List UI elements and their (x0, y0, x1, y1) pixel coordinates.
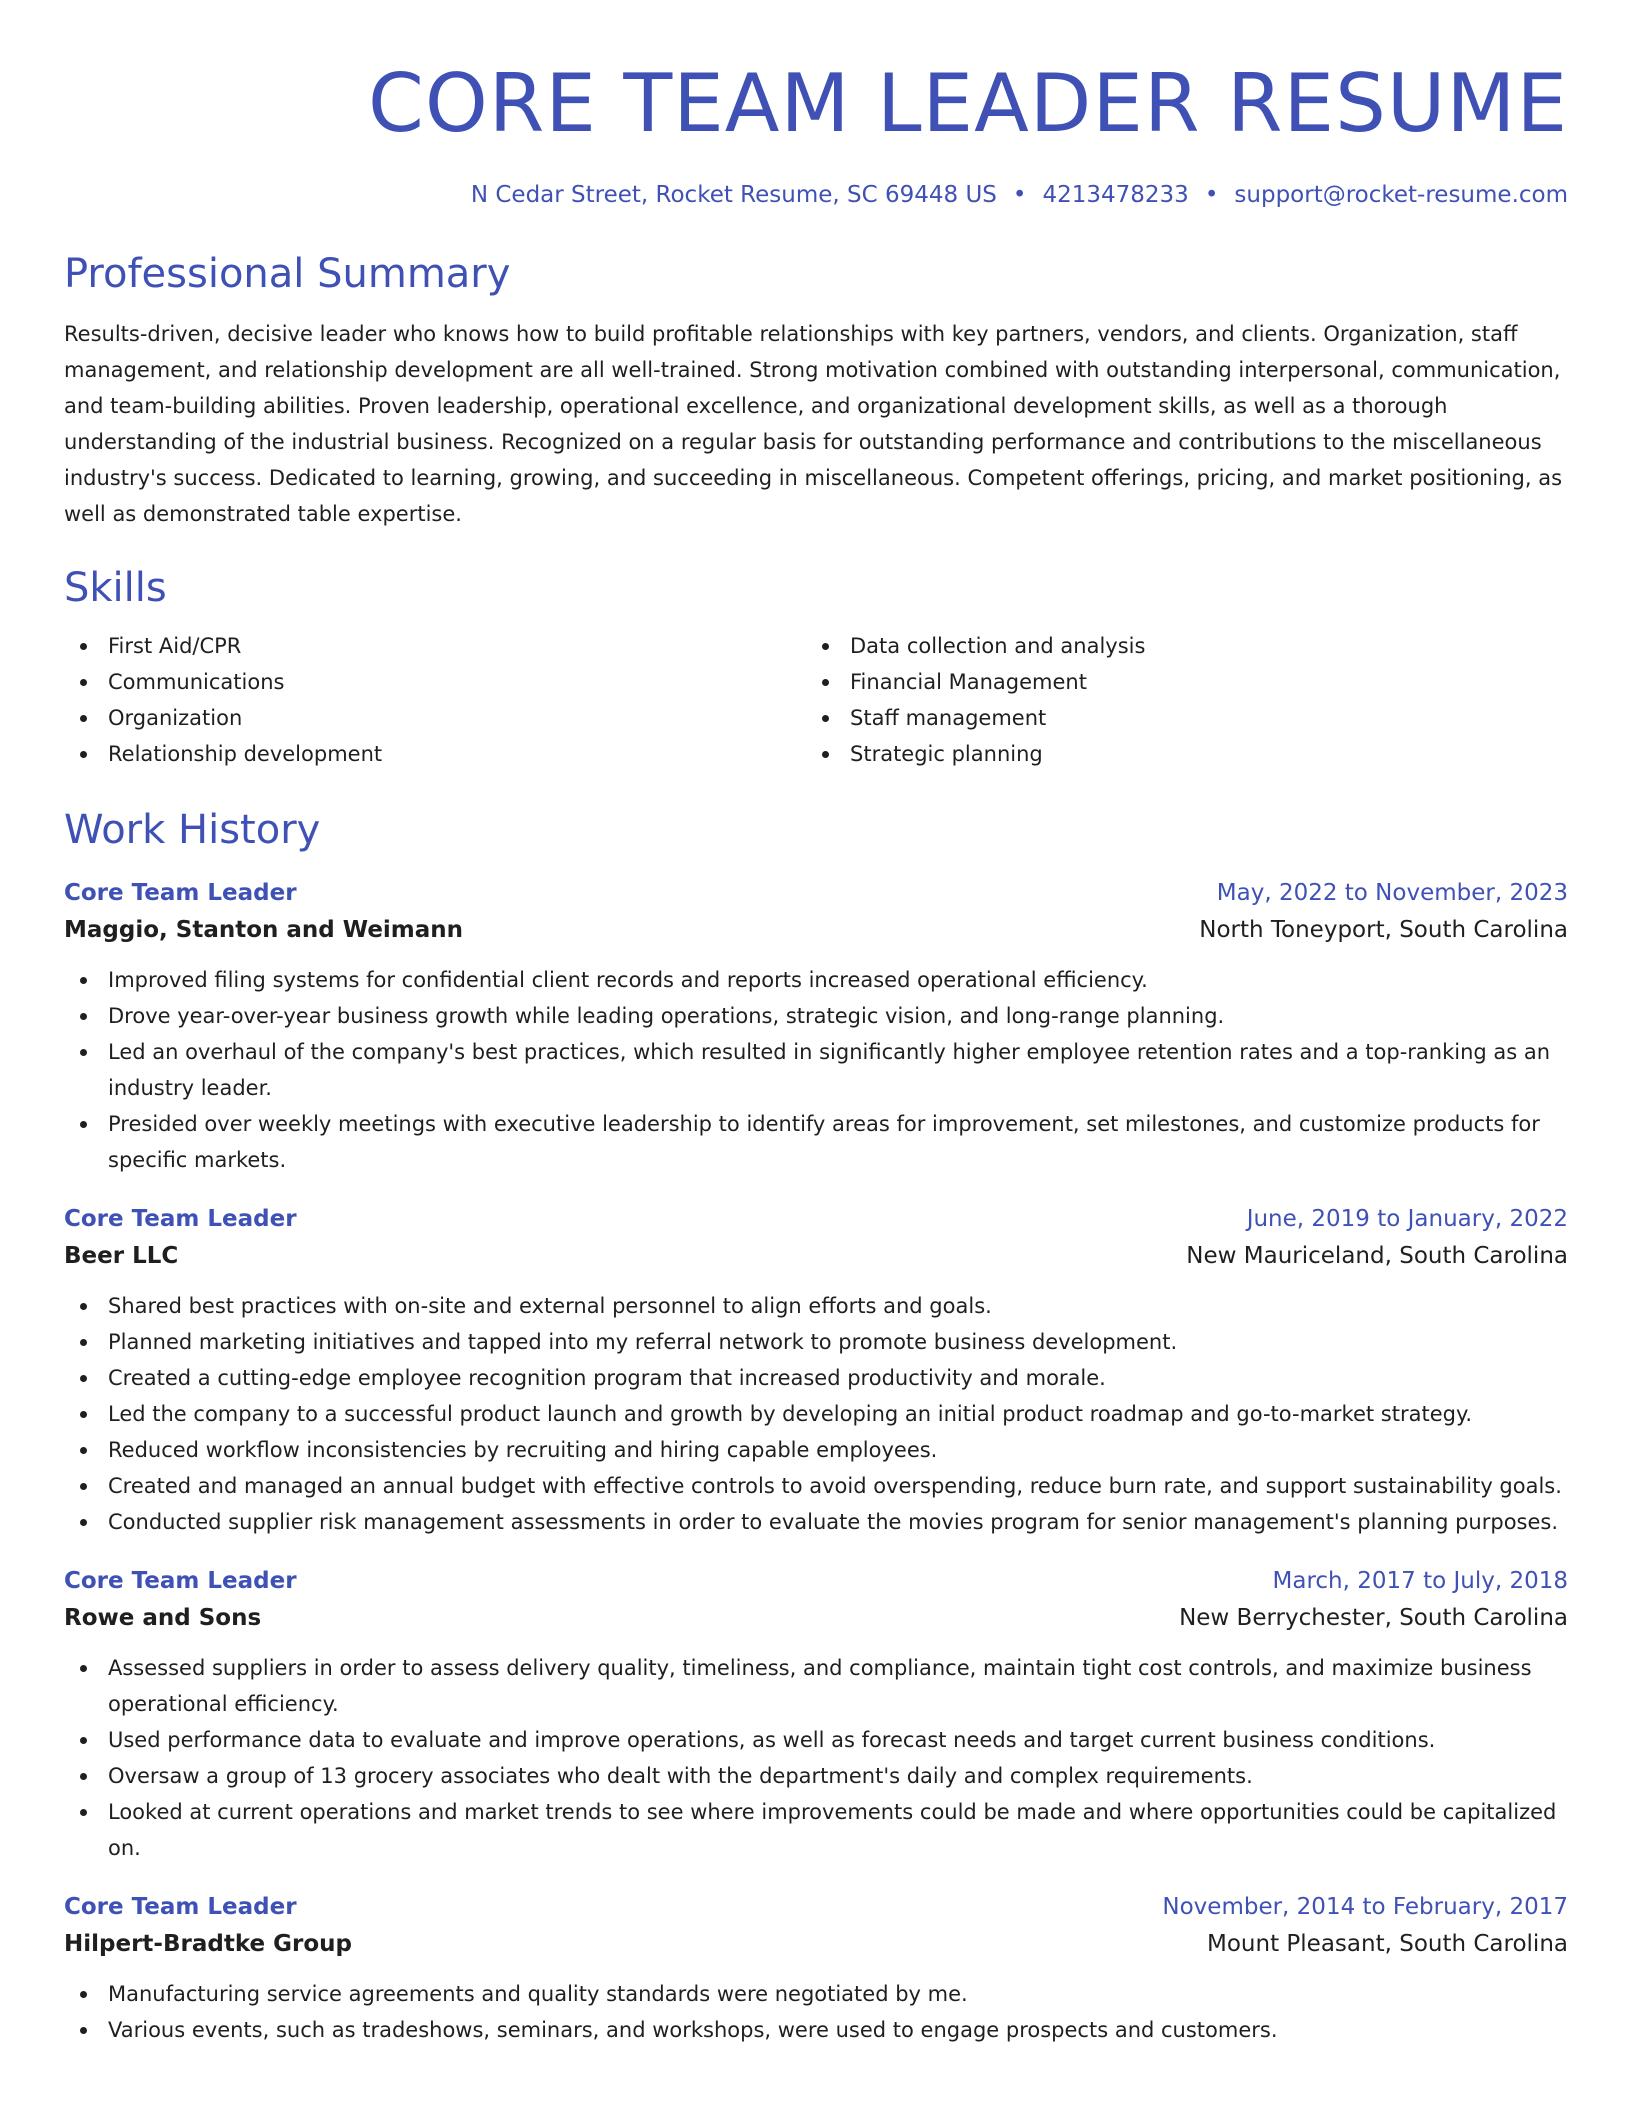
work-history-list (64, 876, 1568, 2048)
job-title: Core Team Leader (64, 1568, 297, 1594)
job-bullet: Reduced workflow inconsistencies by recruiting and hiring capable employees. (64, 1432, 1568, 1468)
job-title: Core Team Leader (64, 1206, 297, 1232)
job-bullet-list (64, 1288, 1568, 1540)
job-header-row (64, 1564, 1568, 1598)
job-entry (64, 1564, 1568, 1866)
job-bullet: Led the company to a successful product launch and growth by developing an initial product roadmap and go-to-market strategy. (64, 1396, 1568, 1432)
job-bullet: Led an overhaul of the company's best practices, which resulted in significantly higher employee retention rates and a top-ranking as an industry leader. (64, 1034, 1568, 1106)
job-bullet: Improved filing systems for confidential client records and reports increased operational efficiency. (64, 962, 1568, 998)
job-entry (64, 1202, 1568, 1540)
job-entry (64, 1890, 1568, 2048)
job-bullet: Looked at current operations and market trends to see where improvements could be made and where opportunities could be capitalized on. (64, 1794, 1568, 1866)
skills-list-left (64, 628, 806, 772)
skill-item: Relationship development (64, 736, 806, 772)
skills-list-right (806, 628, 1548, 772)
job-company: Hilpert-Bradtke Group (64, 1931, 352, 1957)
section-title-work: Work History (64, 807, 321, 853)
skill-item: Financial Management (806, 664, 1548, 700)
job-company: Beer LLC (64, 1243, 179, 1269)
resume-page (64, 0, 1568, 2048)
job-company: Maggio, Stanton and Weimann (64, 917, 464, 943)
job-company-row (64, 1598, 1568, 1638)
job-bullet: Conducted supplier risk management assessments in order to evaluate the movies program for senior management's planning purposes. (64, 1504, 1568, 1540)
job-dates: June, 2019 to January, 2022 (1246, 1206, 1568, 1232)
skill-item: First Aid/CPR (64, 628, 806, 664)
skill-item: Organization (64, 700, 806, 736)
job-company-row (64, 910, 1568, 950)
job-company-row (64, 1236, 1568, 1276)
section-title-summary: Professional Summary (64, 251, 511, 297)
job-header-row (64, 1890, 1568, 1924)
job-location: Mount Pleasant, South Carolina (1207, 1931, 1568, 1957)
job-bullet-list (64, 1976, 1568, 2048)
skill-item: Strategic planning (806, 736, 1548, 772)
job-bullet: Presided over weekly meetings with executive leadership to identify areas for improvement, set milestones, and customize products for specific markets. (64, 1106, 1568, 1178)
summary-text: Results-driven, decisive leader who knows how to build profitable relationships with key partners, vendors, and clients. Organization, staff management, and relationship development are all well-trained. Strong motivation combined with outstanding interpersonal, communication, and team-building abilities. Proven leadership, operational excellence, and organizational development skills, as well as a thorough understanding of the industrial business. Recognized on a regular basis for outstanding performance and contributions to the miscellaneous industry's success. Dedicated to learning, growing, and succeeding in miscellaneous. Competent offerings, pricing, and market positioning, as well as demonstrated table expertise. (64, 322, 1563, 526)
job-bullet-list (64, 962, 1568, 1178)
address: N Cedar Street, Rocket Resume, SC 69448 US (470, 182, 997, 208)
job-location: New Berrychester, South Carolina (1179, 1605, 1568, 1631)
email-link[interactable]: support@rocket-resume.com (1234, 182, 1568, 208)
job-bullet: Shared best practices with on-site and external personnel to align efforts and goals. (64, 1288, 1568, 1324)
job-location: North Toneyport, South Carolina (1199, 917, 1568, 943)
job-title: Core Team Leader (64, 880, 297, 906)
skill-item: Staff management (806, 700, 1548, 736)
skills-grid (64, 628, 1568, 772)
job-bullet-list (64, 1650, 1568, 1866)
job-bullet: Used performance data to evaluate and improve operations, as well as forecast needs and target current business conditions. (64, 1722, 1568, 1758)
job-bullet: Created a cutting-edge employee recognition program that increased productivity and morale. (64, 1360, 1568, 1396)
skill-item: Data collection and analysis (806, 628, 1548, 664)
separator-dot: • (1012, 182, 1027, 208)
job-title: Core Team Leader (64, 1894, 297, 1920)
job-location: New Mauriceland, South Carolina (1186, 1243, 1568, 1269)
job-entry (64, 876, 1568, 1178)
job-dates: March, 2017 to July, 2018 (1272, 1568, 1568, 1594)
job-company: Rowe and Sons (64, 1605, 262, 1631)
job-bullet: Various events, such as tradeshows, seminars, and workshops, were used to engage prospects and customers. (64, 2012, 1568, 2048)
section-title-skills: Skills (64, 565, 167, 611)
separator-dot: • (1204, 182, 1219, 208)
job-bullet: Manufacturing service agreements and quality standards were negotiated by me. (64, 1976, 1568, 2012)
job-bullet: Drove year-over-year business growth while leading operations, strategic vision, and long-range planning. (64, 998, 1568, 1034)
resume-title: CORE TEAM LEADER RESUME (367, 57, 1568, 150)
job-bullet: Assessed suppliers in order to assess delivery quality, timeliness, and compliance, maintain tight cost controls, and maximize business operational efficiency. (64, 1650, 1568, 1722)
job-header-row (64, 876, 1568, 910)
phone: 4213478233 (1042, 182, 1189, 208)
job-header-row (64, 1202, 1568, 1236)
job-bullet: Planned marketing initiatives and tapped into my referral network to promote business development. (64, 1324, 1568, 1360)
contact-line (64, 180, 1568, 210)
job-bullet: Created and managed an annual budget with effective controls to avoid overspending, reduce burn rate, and support sustainability goals. (64, 1468, 1568, 1504)
job-bullet: Oversaw a group of 13 grocery associates who dealt with the department's daily and complex requirements. (64, 1758, 1568, 1794)
skill-item: Communications (64, 664, 806, 700)
job-company-row (64, 1924, 1568, 1964)
job-dates: May, 2022 to November, 2023 (1216, 880, 1568, 906)
job-dates: November, 2014 to February, 2017 (1162, 1894, 1568, 1920)
